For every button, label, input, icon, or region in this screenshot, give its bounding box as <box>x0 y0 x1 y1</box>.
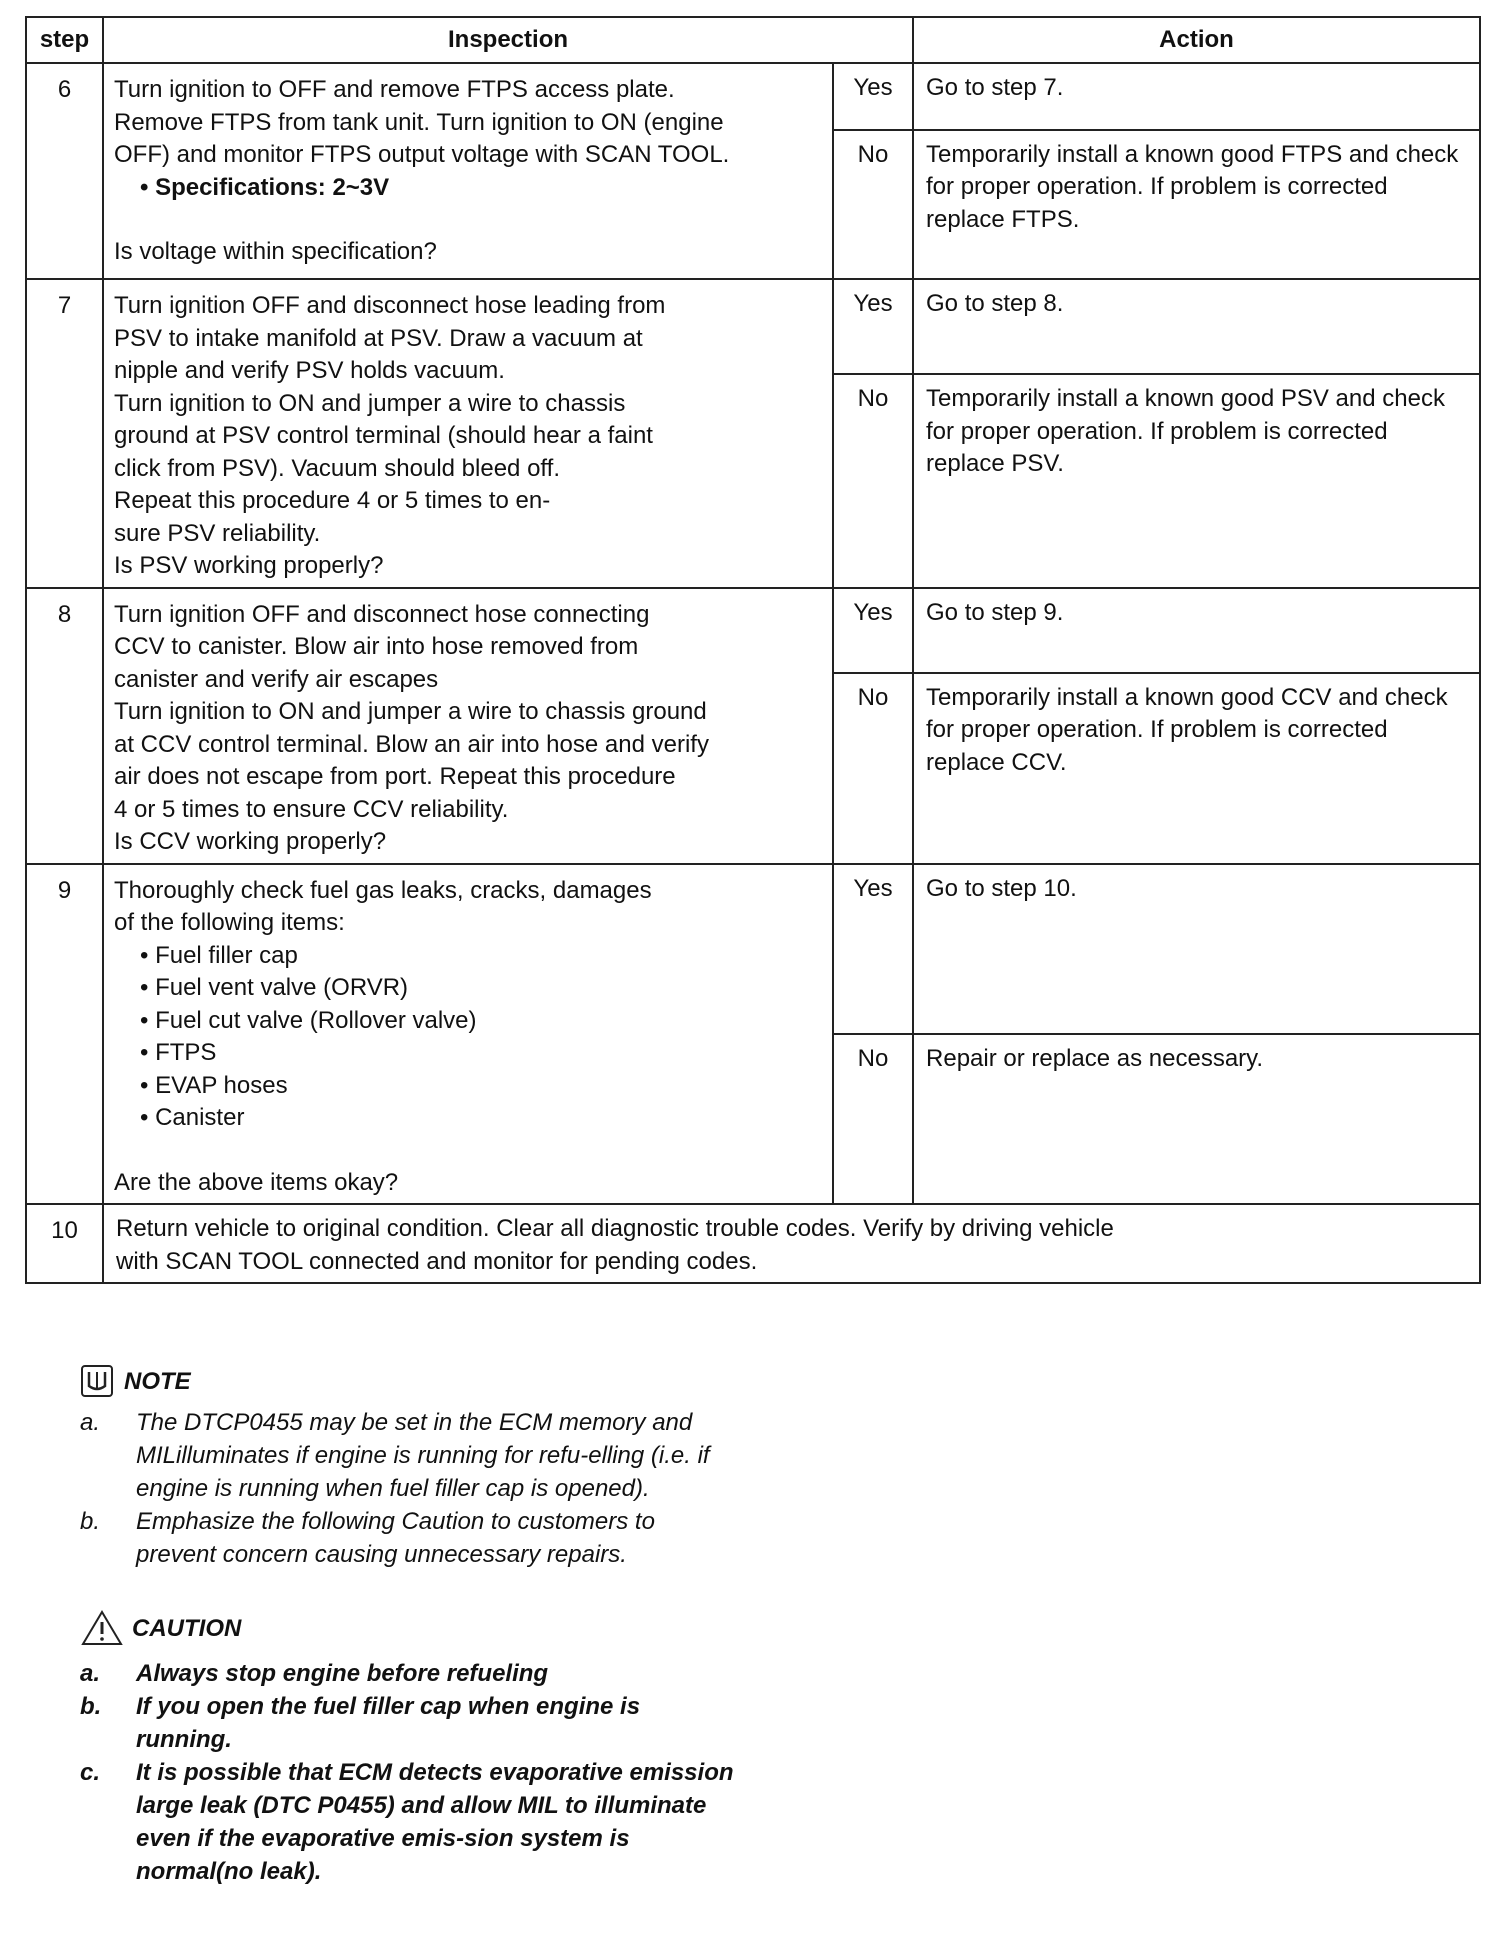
note-item <box>80 1406 740 1505</box>
inspection-line: at CCV control terminal. Blow an air into hose and verify <box>114 730 709 758</box>
inspection-line: Thoroughly check fuel gas leaks, cracks, damages <box>114 876 652 904</box>
step-number: 7 <box>26 279 103 588</box>
step-number: 8 <box>26 588 103 864</box>
inspection-cell <box>103 279 833 588</box>
no-label: No <box>833 673 913 864</box>
final-line: Return vehicle to original condition. Clear all diagnostic trouble codes. Verify by driving vehicle <box>116 1215 1114 1242</box>
table-row <box>26 1204 1480 1283</box>
yes-action: Go to step 7. <box>913 63 1480 130</box>
table-row <box>26 864 1480 1034</box>
note-item-text: Emphasize the following Caution to customers to prevent concern causing unnecessary repairs. <box>136 1508 655 1568</box>
table-row <box>26 279 1480 374</box>
check-item: • EVAP hoses <box>140 1071 288 1099</box>
check-item: • FTPS <box>140 1039 217 1066</box>
step-number: 10 <box>26 1204 103 1283</box>
inspection-line: sure PSV reliability. <box>114 519 321 547</box>
step-number: 9 <box>26 864 103 1205</box>
caution-item-label: c. <box>80 1759 101 1786</box>
inspection-line: Turn ignition to ON and jumper a wire to chassis <box>114 389 626 417</box>
check-item: • Fuel vent valve (ORVR) <box>140 974 409 1001</box>
table-header-row <box>26 17 1480 63</box>
table-row <box>26 63 1480 130</box>
no-label: No <box>833 130 913 279</box>
yes-action: Go to step 9. <box>913 588 1480 673</box>
caution-item-text: It is possible that ECM detects evaporative emission large leak (DTC P0455) and allow MIL to illuminate even if the evaporative emis-sion system is normal(no leak). <box>136 1759 734 1885</box>
inspection-line: canister and verify air escapes <box>114 665 439 693</box>
no-label: No <box>833 1034 913 1204</box>
caution-item-label: a. <box>80 1660 101 1687</box>
inspection-line: Repeat this procedure 4 or 5 times to en- <box>114 487 551 514</box>
note-item <box>80 1505 740 1571</box>
table-row <box>26 588 1480 673</box>
no-action: Repair or replace as necessary. <box>913 1034 1480 1204</box>
inspection-line: of the following items: <box>114 909 345 936</box>
header-step: step <box>26 17 103 63</box>
yes-label: Yes <box>833 279 913 374</box>
inspection-line: air does not escape from port. Repeat this procedure <box>114 763 676 790</box>
header-inspection: Inspection <box>103 17 913 63</box>
note-item-label: b. <box>80 1508 101 1535</box>
caution-item-text: Always stop engine before refueling <box>136 1660 549 1687</box>
inspection-line: CCV to canister. Blow air into hose removed from <box>114 633 639 660</box>
inspection-line: Remove FTPS from tank unit. Turn ignition to ON (engine <box>114 108 724 136</box>
no-action: Temporarily install a known good FTPS and check for proper operation. If problem is corrected replace FTPS. <box>913 130 1480 279</box>
yes-action: Go to step 8. <box>913 279 1480 374</box>
warning-triangle-icon <box>80 1609 124 1647</box>
note-book-icon <box>80 1364 114 1398</box>
note-title: NOTE <box>124 1367 191 1395</box>
inspection-question: Is CCV working properly? <box>114 828 387 855</box>
yes-label: Yes <box>833 588 913 673</box>
caution-list <box>80 1657 740 1888</box>
check-item: • Canister <box>140 1104 245 1131</box>
notes-section <box>80 1364 740 1888</box>
yes-label: Yes <box>833 63 913 130</box>
no-label: No <box>833 374 913 587</box>
note-item-text: The DTCP0455 may be set in the ECM memory and MILilluminates if engine is running for refu-elling (i.e. if engine is running when fuel filler cap is opened). <box>136 1409 710 1502</box>
inspection-line: ground at PSV control terminal (should hear a faint <box>114 422 653 449</box>
note-item-label: a. <box>80 1409 101 1436</box>
caution-title: CAUTION <box>132 1614 242 1642</box>
header-action: Action <box>913 17 1480 63</box>
inspection-cell <box>103 588 833 864</box>
caution-item <box>80 1657 740 1690</box>
final-line: with SCAN TOOL connected and monitor for pending codes. <box>116 1247 758 1275</box>
no-action: Temporarily install a known good CCV and check for proper operation. If problem is corrected replace CCV. <box>913 673 1480 864</box>
inspection-line: Turn ignition to ON and jumper a wire to chassis ground <box>114 698 707 725</box>
inspection-line: PSV to intake manifold at PSV. Draw a vacuum at <box>114 324 643 352</box>
inspection-line: click from PSV). Vacuum should bleed off. <box>114 454 560 482</box>
check-item: • Fuel cut valve (Rollover valve) <box>140 1006 477 1034</box>
step-number: 6 <box>26 63 103 279</box>
inspection-cell <box>103 864 833 1205</box>
note-header <box>80 1364 740 1398</box>
caution-item <box>80 1690 740 1756</box>
inspection-question: Is PSV working properly? <box>114 552 384 579</box>
inspection-cell <box>103 63 833 279</box>
inspection-question: Is voltage within specification? <box>114 238 437 265</box>
caution-header <box>80 1609 740 1647</box>
inspection-line: Turn ignition OFF and disconnect hose leading from <box>114 292 666 319</box>
no-action: Temporarily install a known good PSV and check for proper operation. If problem is corrected replace PSV. <box>913 374 1480 587</box>
inspection-question: Are the above items okay? <box>114 1168 399 1196</box>
yes-action: Go to step 10. <box>913 864 1480 1034</box>
inspection-line: 4 or 5 times to ensure CCV reliability. <box>114 795 509 823</box>
inspection-line: Turn ignition OFF and disconnect hose connecting <box>114 600 650 628</box>
check-item: • Fuel filler cap <box>140 941 298 969</box>
inspection-line: OFF) and monitor FTPS output voltage with SCAN TOOL. <box>114 141 730 168</box>
final-step-text <box>103 1204 1480 1283</box>
inspection-line: nipple and verify PSV holds vacuum. <box>114 357 505 384</box>
yes-label: Yes <box>833 864 913 1034</box>
caution-item-label: b. <box>80 1693 102 1720</box>
caution-item <box>80 1756 740 1888</box>
diagnostic-table <box>25 16 1481 1284</box>
inspection-line: Turn ignition to OFF and remove FTPS access plate. <box>114 76 675 103</box>
caution-item-text: If you open the fuel filler cap when engine is running. <box>136 1693 641 1753</box>
specification-text: • Specifications: 2~3V <box>140 173 390 201</box>
